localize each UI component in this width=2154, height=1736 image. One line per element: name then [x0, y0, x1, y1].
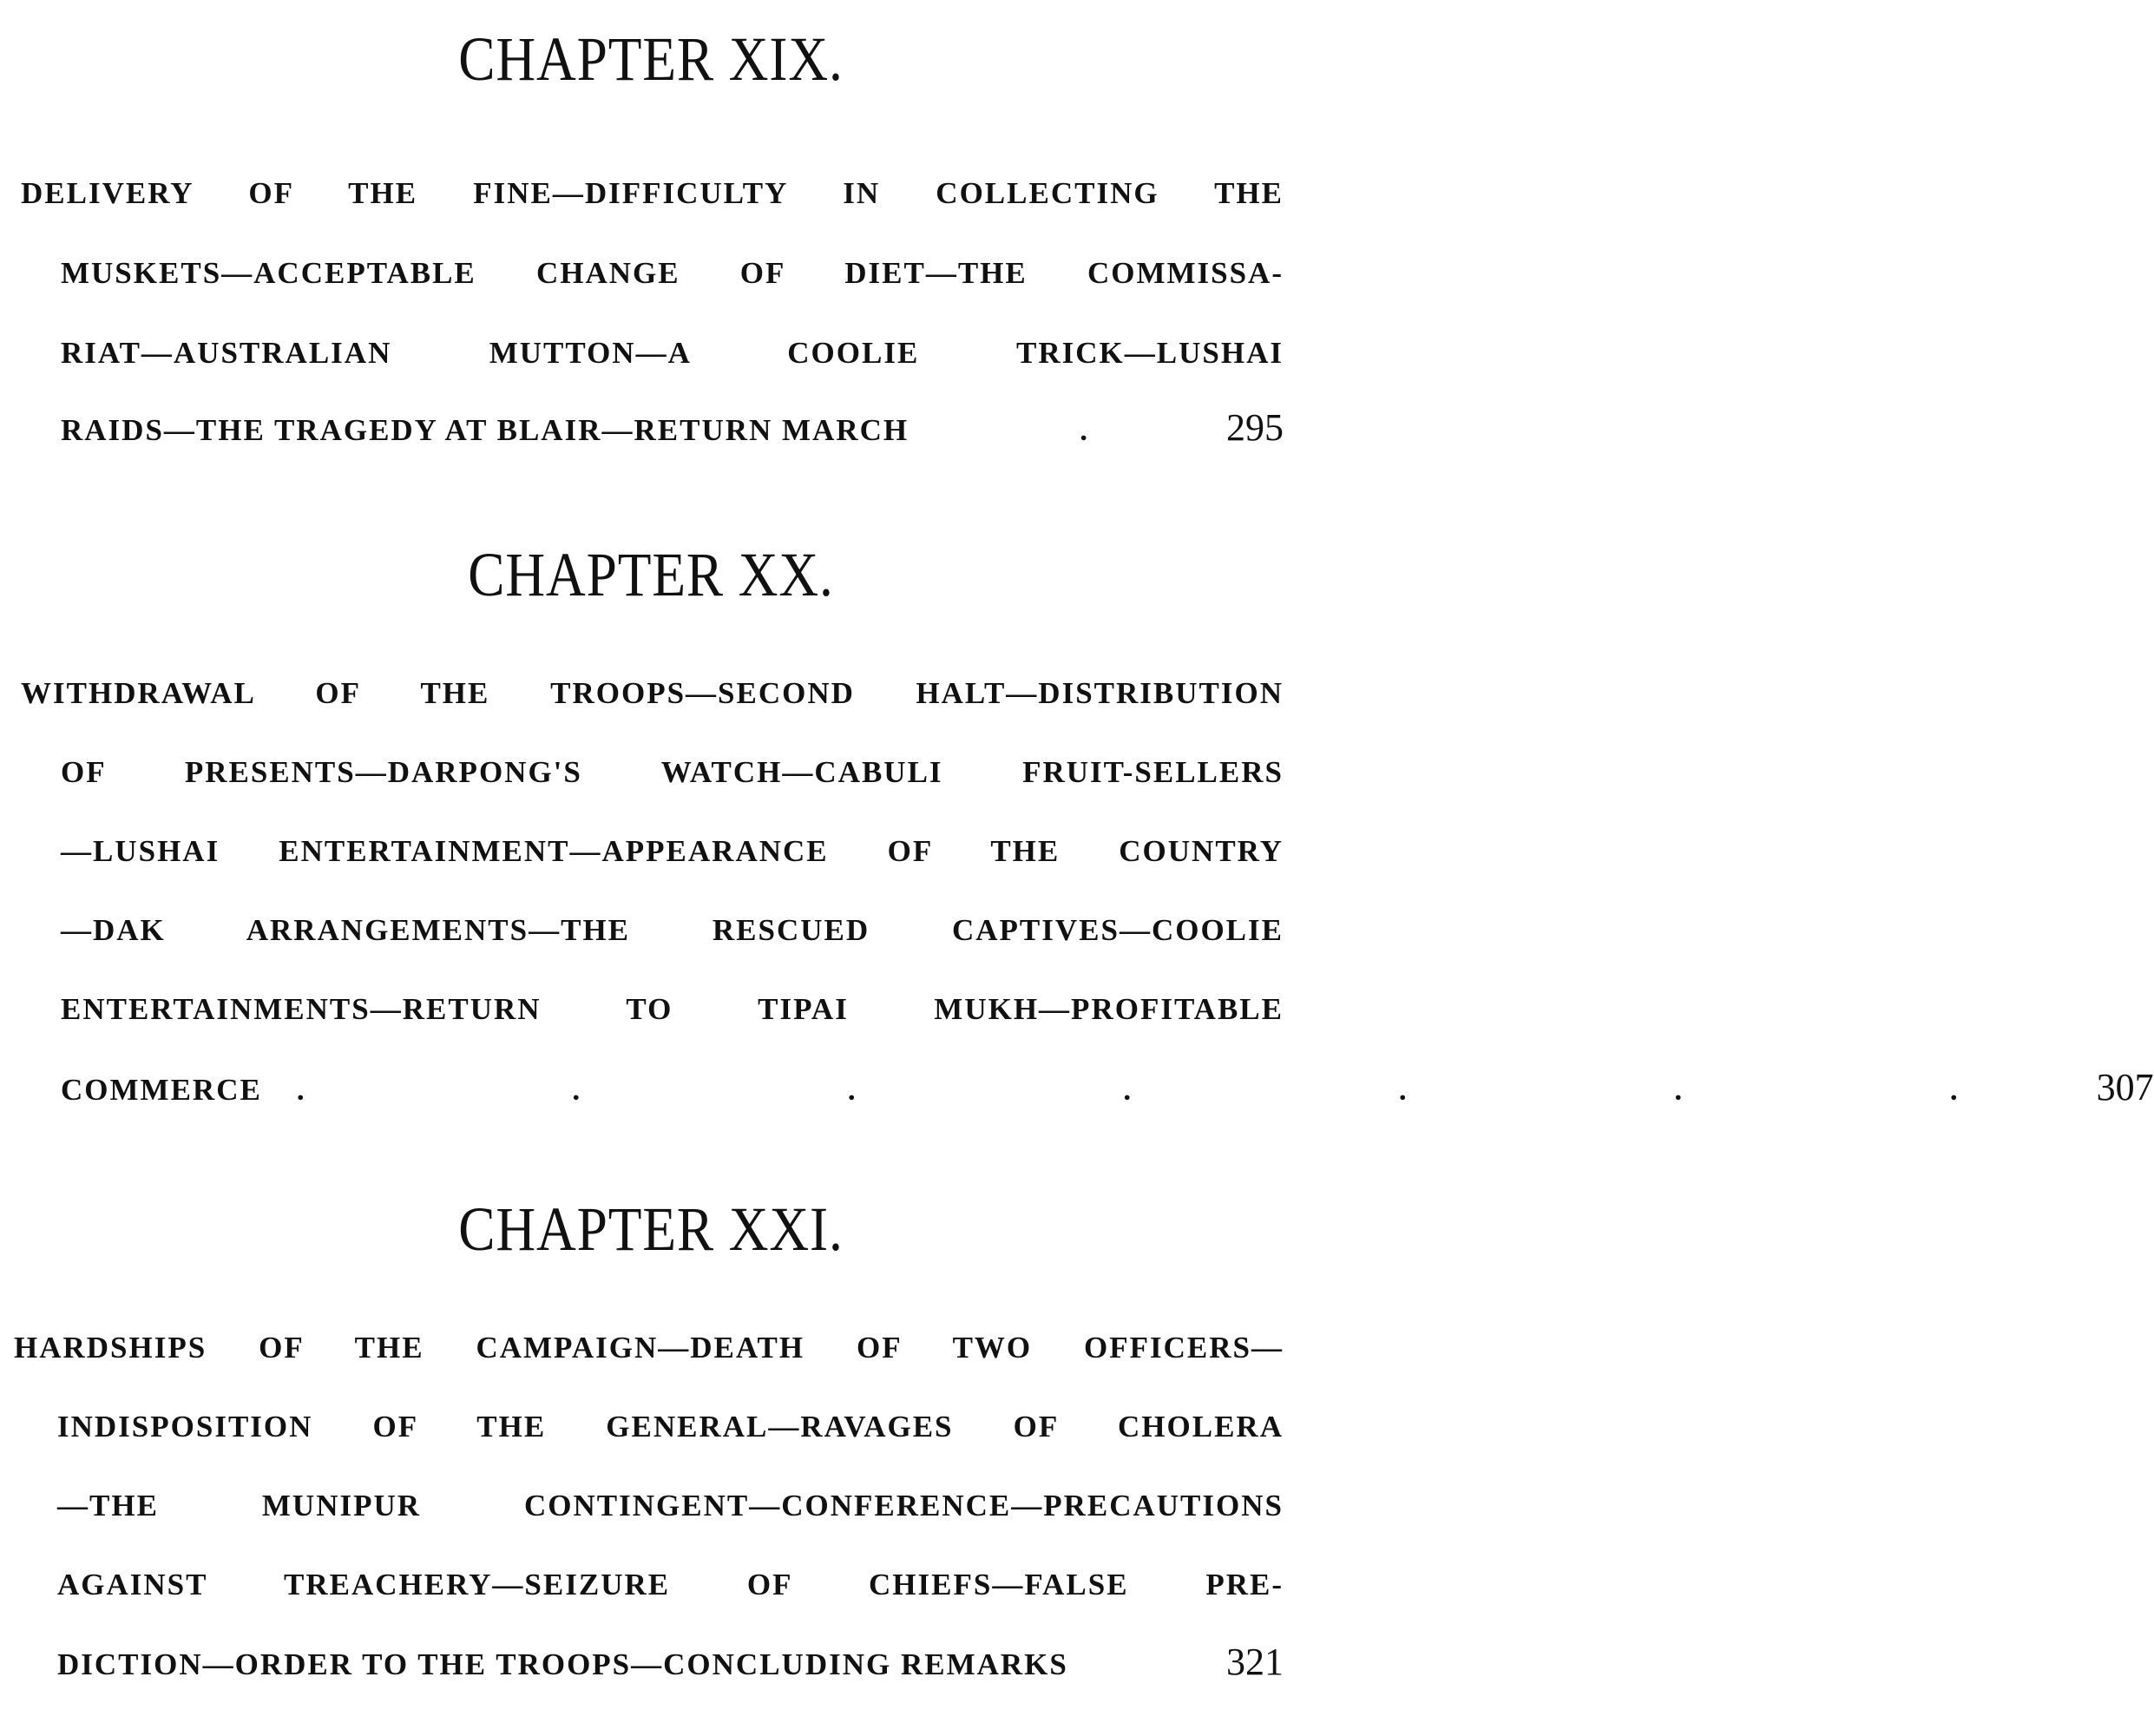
synopsis-line-text: DICTION—ORDER TO THE TROOPS—CONCLUDING REMARKS — [57, 1647, 1068, 1681]
synopsis-line: HARDSHIPS OF THE CAMPAIGN—DEATH OF TWO OFFICERS— — [14, 1331, 1284, 1364]
synopsis-last-line — [57, 1641, 1284, 1684]
synopsis-line: —DAK ARRANGEMENTS—THE RESCUED CAPTIVES—COOLIE — [61, 913, 1284, 947]
synopsis-line: DELIVERY OF THE FINE—DIFFICULTY IN COLLECTING THE — [21, 176, 1284, 210]
synopsis-line: WITHDRAWAL OF THE TROOPS—SECOND HALT—DISTRIBUTION — [21, 676, 1284, 710]
synopsis-line: INDISPOSITION OF THE GENERAL—RAVAGES OF CHOLERA — [57, 1410, 1284, 1443]
chapter-heading-xxi: CHAPTER XXI. — [458, 1194, 844, 1264]
synopsis-line-text: RAIDS—THE TRAGEDY AT BLAIR—RETURN MARCH — [61, 413, 910, 447]
chapter-heading-xx: CHAPTER XX. — [468, 540, 834, 609]
dot-leader: . . . . . . . — [296, 1073, 2088, 1107]
synopsis-line: —THE MUNIPUR CONTINGENT—CONFERENCE—PRECAUTIONS — [57, 1489, 1284, 1522]
page-number: 295 — [1226, 406, 1284, 449]
synopsis-line: OF PRESENTS—DARPONG'S WATCH—CABULI FRUIT-SELLERS — [61, 755, 1284, 789]
synopsis-line-text: COMMERCE — [61, 1073, 262, 1107]
synopsis-last-line — [61, 406, 1284, 450]
page-number: 321 — [1226, 1641, 1284, 1683]
synopsis-line: ENTERTAINMENTS—RETURN TO TIPAI MUKH—PROFITABLE — [61, 992, 1284, 1026]
synopsis-line: AGAINST TREACHERY—SEIZURE OF CHIEFS—FALSE PRE- — [57, 1568, 1284, 1601]
synopsis-last-line — [61, 1066, 2154, 1109]
page-number: 307 — [2096, 1066, 2154, 1108]
chapter-heading-xix: CHAPTER XIX. — [458, 24, 844, 94]
synopsis-line: MUSKETS—ACCEPTABLE CHANGE OF DIET—THE COMMISSA- — [61, 256, 1284, 290]
dot-leader: . — [1080, 413, 1218, 447]
synopsis-line: RIAT—AUSTRALIAN MUTTON—A COOLIE TRICK—LUSHAI — [61, 336, 1284, 370]
synopsis-line: —LUSHAI ENTERTAINMENT—APPEARANCE OF THE COUNTRY — [61, 834, 1284, 868]
